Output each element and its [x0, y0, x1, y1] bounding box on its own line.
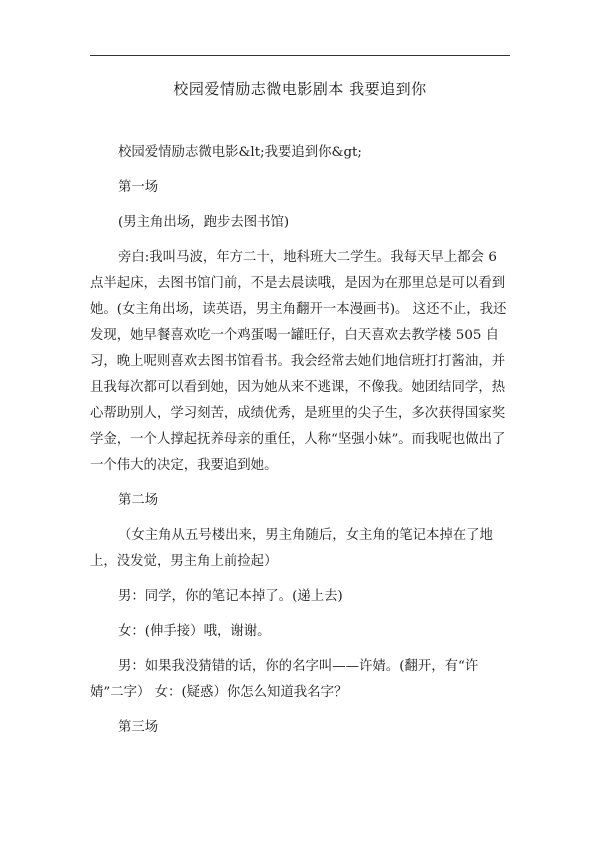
document-body	[90, 140, 510, 750]
document-title: 校园爱情励志微电影剧本 我要追到你	[173, 80, 427, 98]
paragraph-stage-direction-2: （女主角从五号楼出来，男主角随后，女主角的笔记本掉在了地上，没发觉，男主角上前捡起）	[90, 528, 493, 569]
paragraph-stage-direction-1: (男主角出场，跑步去图书馆)	[118, 215, 290, 230]
paragraph-dialogue-1: 男：同学，你的笔记本掉了。(递上去)	[118, 589, 343, 604]
paragraph-scene-3-heading: 第三场	[118, 720, 159, 735]
paragraph-scene-1-heading: 第一场	[118, 180, 159, 195]
paragraph-dialogue-3: 男：如果我没猜错的话，你的名字叫——许婧。(翻开，有“许婧”二字） 女：(疑惑）你怎么知道我名字？	[90, 659, 479, 700]
header-rule	[90, 55, 510, 56]
paragraph-dialogue-2: 女：(伸手接）哦，谢谢。	[118, 624, 271, 639]
paragraph-subtitle: 校园爱情励志微电影&lt;我要追到你&gt;	[118, 145, 362, 160]
paragraph-scene-2-heading: 第二场	[118, 493, 159, 508]
paragraph-narration: 旁白:我叫马波，年方二十，地科班大二学生。我每天早上都会 6 点半起床，去图书馆门前，不是去晨读哦，是因为在那里总是可以看到她。(女主角出场，读英语，男主角翻开一本漫画书)。 这还不止，我还发现，她早餐喜欢吃一个鸡蛋喝一罐旺仔，白天喜欢去教学楼 505 自习，晚上呢则喜欢去图书馆看书。我会经常去她们地信班打打酱油，并且我每次都可以看到她，因为她从来不逃课，不像我。她团结同学，热心帮助别人，学习刻苦，成绩优秀，是班里的尖子生，多次获得国家奖学金，一个人撑起抚养母亲的重任，人称“坚强小妹”。而我呢也做出了一个伟大的决定，我要追到她。	[90, 250, 507, 473]
